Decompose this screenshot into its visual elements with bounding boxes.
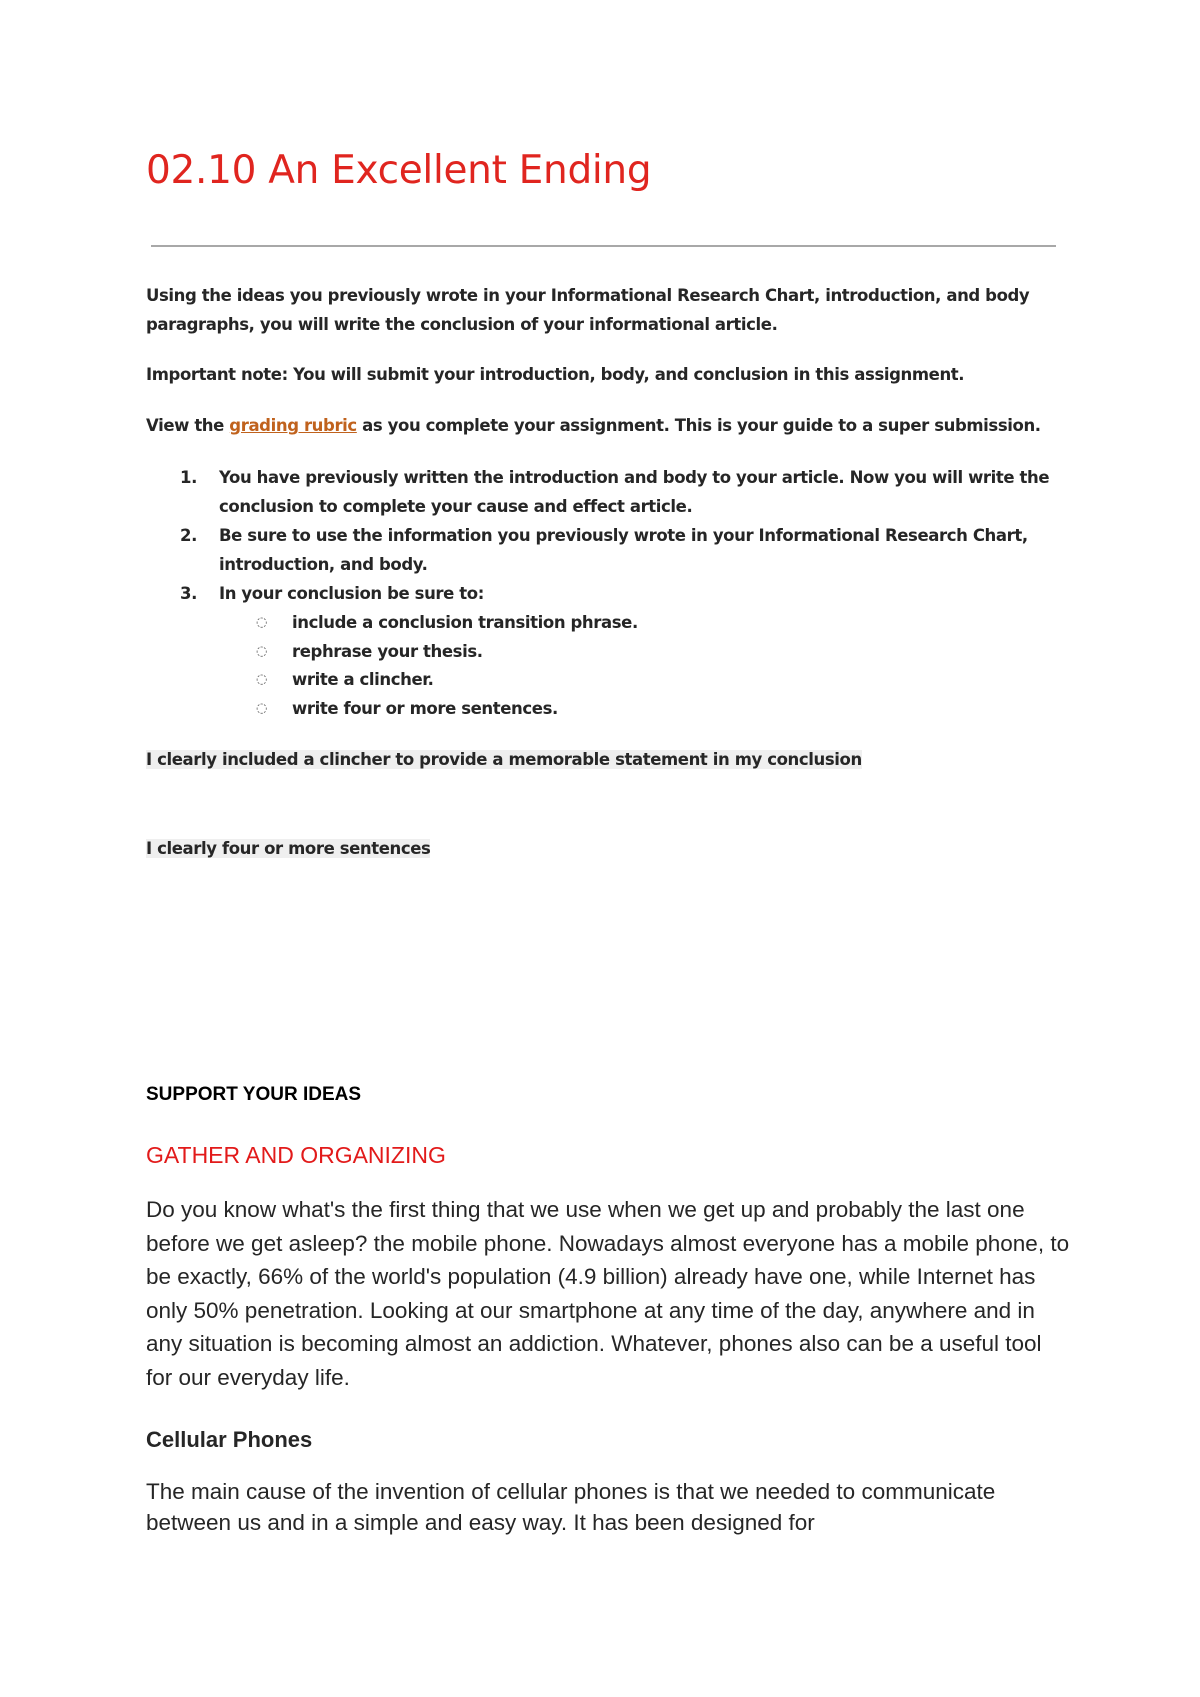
bullet-text: write four or more sentences.	[292, 699, 558, 718]
rubric-text-before: View the	[146, 416, 230, 435]
checklist-text: I clearly included a clincher to provide a memorable statement in my conclusion	[146, 750, 862, 769]
step-text: You have previously written the introduction and body to your article. Now you will write the conclusion to complete your cause and effect article.	[219, 468, 1050, 516]
rubric-text-after: as you complete your assignment. This is your guide to a super submission.	[356, 416, 1041, 435]
gather-heading: GATHER AND ORGANIZING	[146, 1142, 446, 1168]
bullet-item	[256, 637, 483, 666]
step-item-3	[180, 579, 1060, 608]
rubric-paragraph	[146, 411, 1066, 440]
intro-paragraph: Using the ideas you previously wrote in your Informational Research Chart, introduction, and body paragraphs, you will write the conclusion of your informational article.	[146, 286, 1030, 334]
step-text: Be sure to use the information you previously wrote in your Informational Research Chart, introduction, and body.	[219, 526, 1028, 574]
checklist-item-sentences	[146, 834, 1066, 863]
step-number: 3.	[180, 584, 197, 603]
gather-paragraph: Do you know what's the first thing that we use when we get up and probably the last one before we get asleep? the mobile phone. Nowadays almost everyone has a mobile phone, to be exactly, 66% of the world's population (4.9 billion) already have one, while Internet has only 50% penetration. Looking at our smartphone at any time of the day, anywhere and in any situation is becoming almost an addiction. Whatever, phones also can be a useful tool for our everyday life.	[146, 1197, 1070, 1390]
bullet-text: write a clincher.	[292, 670, 434, 689]
page-title: 02.10 An Excellent Ending	[146, 148, 652, 193]
bullet-item	[256, 665, 434, 694]
step-number: 2.	[180, 526, 197, 545]
step-item-1	[180, 463, 1060, 516]
bullet-item	[256, 608, 638, 637]
important-note: Important note: You will submit your introduction, body, and conclusion in this assignment.	[146, 365, 965, 384]
cellular-paragraph: The main cause of the invention of cellular phones is that we needed to communicate between us and in a simple and easy way. It has been designed for	[146, 1479, 996, 1535]
bullet-item	[256, 694, 558, 723]
dotted-circle-bullet-icon: ◌	[256, 644, 267, 659]
grading-rubric-link[interactable]: grading rubric	[229, 416, 357, 435]
step-text: In your conclusion be sure to:	[219, 584, 484, 603]
bullet-text: include a conclusion transition phrase.	[292, 613, 638, 632]
step-number: 1.	[180, 468, 197, 487]
dotted-circle-bullet-icon: ◌	[256, 701, 267, 716]
step-item-2	[180, 521, 1060, 574]
support-heading: SUPPORT YOUR IDEAS	[146, 1084, 362, 1105]
dotted-circle-bullet-icon: ◌	[256, 615, 267, 630]
bullet-text: rephrase your thesis.	[292, 642, 483, 661]
title-divider	[151, 245, 1056, 247]
dotted-circle-bullet-icon: ◌	[256, 672, 267, 687]
cellular-heading: Cellular Phones	[146, 1427, 313, 1452]
checklist-item-clincher	[146, 745, 1066, 774]
checklist-text: I clearly four or more sentences	[146, 839, 431, 858]
